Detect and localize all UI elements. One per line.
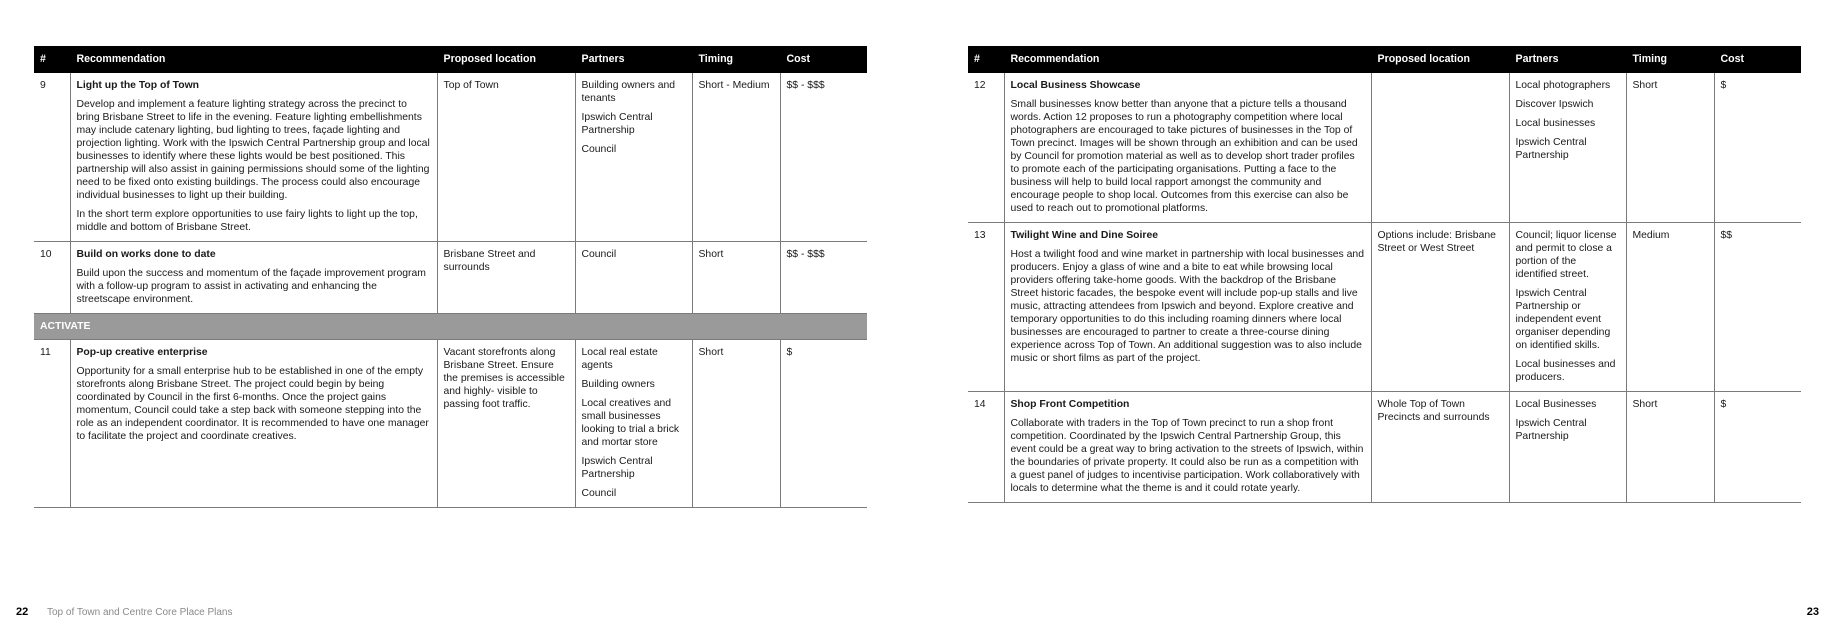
recommendation-title: Build on works done to date [76, 249, 216, 260]
partner-item: Building owners and tenants [581, 80, 676, 104]
row-number: 13 [968, 223, 1004, 392]
recommendation-cell [1004, 73, 1371, 223]
recommendation-text: Small businesses know better than anyone that a picture tells a thousand words. Action 12 proposes to run a photography competition where local photographers are encouraged to take pictures of businesses in the Top of Town precinct. Images will be shown through an exhibition and can be used by Council for promotion material as well as to develop short trader profiles to promote each of the participating organisations. Putting a face to the business will help to build local rapport amongst the community and encourage people to shop local. Outcomes from this exercise can also be used to reach out to promotional platforms. [1010, 99, 1358, 214]
table-row [968, 73, 1801, 223]
timing-cell: Short [692, 242, 780, 314]
header-num: # [968, 46, 1004, 73]
partners-cell [1509, 392, 1626, 503]
partner-item: Local creatives and small businesses looking to trial a brick and mortar store [581, 398, 680, 448]
header-cost: Cost [1714, 46, 1801, 73]
header-location: Proposed location [437, 46, 575, 73]
partner-item: Local businesses and producers. [1515, 359, 1616, 383]
recommendation-text: Host a twilight food and wine market in partnership with local businesses and producers. Enjoy a glass of wine and a bite to eat while browsing local providers offering take-home goods. With the backdrop of the Brisbane Street historic facades, the bespoke event will include pop-up stalls and live music, attracting attendees from Ipswich and beyond. Explore creative and temporary opportunities to do this including roaming dinners where local businesses are encouraged to partner to create a three-course dining experience across Top of Town. An additional suggestion was to also include music or short films as part of the project. [1010, 249, 1364, 364]
recommendation-text: Opportunity for a small enterprise hub to be established in one of the empty storefronts along Brisbane Street. The project could begin by being coordinated by Council in the first 6-months. Once the project gains momentum, Council could take a step back with someone stepping into the role as an independent coordinator. It is recommended to have one manager to facilitate the project and coordinate creatives. [76, 366, 429, 442]
partner-item: Local real estate agents [581, 347, 658, 371]
location-cell [1371, 73, 1509, 223]
left-page-table-wrapper [34, 46, 867, 508]
header-recommendation: Recommendation [70, 46, 437, 73]
right-page-table-wrapper [968, 46, 1801, 503]
table-header-row [34, 46, 867, 73]
row-number: 10 [34, 242, 70, 314]
header-timing: Timing [692, 46, 780, 73]
document-title: Top of Town and Centre Core Place Plans [47, 607, 233, 618]
timing-cell: Short [1626, 73, 1714, 223]
timing-cell: Short [692, 340, 780, 508]
recommendation-text: Build upon the success and momentum of the façade improvement program with a follow-up program to assist in activating and enhancing the streetscape environment. [76, 268, 426, 305]
cost-cell: $ [1714, 73, 1801, 223]
cost-cell: $$ - $$$ [780, 242, 867, 314]
location-cell: Options include: Brisbane Street or West Street [1371, 223, 1509, 392]
partner-item: Council [581, 144, 617, 155]
partner-item: Council; liquor license and permit to close a portion of the identified street. [1515, 230, 1617, 280]
partner-item: Ipswich Central Partnership [1515, 418, 1587, 442]
recommendations-table-left [34, 46, 867, 508]
location-cell: Vacant storefronts along Brisbane Street. Ensure the premises is accessible and highly- visible to passing foot traffic. [437, 340, 575, 508]
timing-cell: Medium [1626, 223, 1714, 392]
location-cell: Top of Town [437, 73, 575, 242]
cost-cell: $ [1714, 392, 1801, 503]
table-row [34, 242, 867, 314]
partners-cell [1509, 223, 1626, 392]
row-number: 14 [968, 392, 1004, 503]
partners-cell [575, 340, 692, 508]
section-row [34, 314, 867, 340]
header-partners: Partners [1509, 46, 1626, 73]
row-number: 12 [968, 73, 1004, 223]
row-number: 9 [34, 73, 70, 242]
recommendation-cell [70, 242, 437, 314]
partner-item: Local businesses [1515, 118, 1596, 129]
table-header-row [968, 46, 1801, 73]
partners-cell [575, 242, 692, 314]
partner-item: Ipswich Central Partnership [581, 456, 653, 480]
header-num: # [34, 46, 70, 73]
partner-item: Building owners [581, 379, 655, 390]
table-row [34, 73, 867, 242]
location-cell: Whole Top of Town Precincts and surrounds [1371, 392, 1509, 503]
partner-item: Council [581, 488, 617, 499]
recommendation-title: Light up the Top of Town [76, 80, 200, 91]
recommendation-cell [1004, 223, 1371, 392]
header-partners: Partners [575, 46, 692, 73]
recommendations-table-right [968, 46, 1801, 503]
page-number-left: 22 [16, 606, 29, 618]
partner-item: Ipswich Central Partnership or independent event organiser depending on identified skills. [1515, 288, 1611, 351]
partner-item: Discover Ipswich [1515, 99, 1594, 110]
partners-cell [1509, 73, 1626, 223]
recommendation-title: Pop-up creative enterprise [76, 347, 208, 358]
header-timing: Timing [1626, 46, 1714, 73]
header-cost: Cost [780, 46, 867, 73]
recommendation-title: Shop Front Competition [1010, 399, 1130, 410]
timing-cell: Short [1626, 392, 1714, 503]
recommendation-title: Local Business Showcase [1010, 80, 1141, 91]
recommendation-cell [1004, 392, 1371, 503]
recommendation-title: Twilight Wine and Dine Soiree [1010, 230, 1159, 241]
partner-item: Council [581, 249, 617, 260]
header-location: Proposed location [1371, 46, 1509, 73]
table-row [968, 223, 1801, 392]
cost-cell: $$ - $$$ [780, 73, 867, 242]
recommendation-cell [70, 340, 437, 508]
header-recommendation: Recommendation [1004, 46, 1371, 73]
recommendation-cell [70, 73, 437, 242]
location-cell: Brisbane Street and surrounds [437, 242, 575, 314]
partner-item: Ipswich Central Partnership [1515, 137, 1587, 161]
recommendation-text: Develop and implement a feature lighting strategy across the precinct to bring Brisbane Street to life in the evening. Feature lighting embellishments may include catenary lighting, bud lighting to trees, façade lighting and projection lighting. Work with the Ipswich Central Partnership group and local businesses to identify where these lights would be best positioned. This partnership will also assist in gaining permissions should some of the lighting need to be fixed onto existing buildings. The process could also encourage individual businesses to light up their building. [76, 99, 430, 201]
partners-cell [575, 73, 692, 242]
partner-item: Ipswich Central Partnership [581, 112, 653, 136]
partner-item: Local photographers [1515, 80, 1611, 91]
page-number-right: 23 [1806, 606, 1819, 618]
section-label: ACTIVATE [34, 314, 867, 340]
recommendation-text: Collaborate with traders in the Top of Town precinct to run a shop front competition. Coordinated by the Ipswich Central Partnership Group, this event could be a great way to bring activation to the streets of Ipswich, within the boundaries of private property. It could also be run as a competition with a guest panel of judges to incentivise participation. Work collaboratively with locals to determine what the theme is and it could rotate yearly. [1010, 418, 1364, 494]
cost-cell: $ [780, 340, 867, 508]
recommendation-text: In the short term explore opportunities to use fairy lights to light up the top, middle and bottom of Brisbane Street. [76, 209, 418, 233]
table-row [968, 392, 1801, 503]
table-row [34, 340, 867, 508]
partner-item: Local Businesses [1515, 399, 1597, 410]
row-number: 11 [34, 340, 70, 508]
cost-cell: $$ [1714, 223, 1801, 392]
timing-cell: Short - Medium [692, 73, 780, 242]
